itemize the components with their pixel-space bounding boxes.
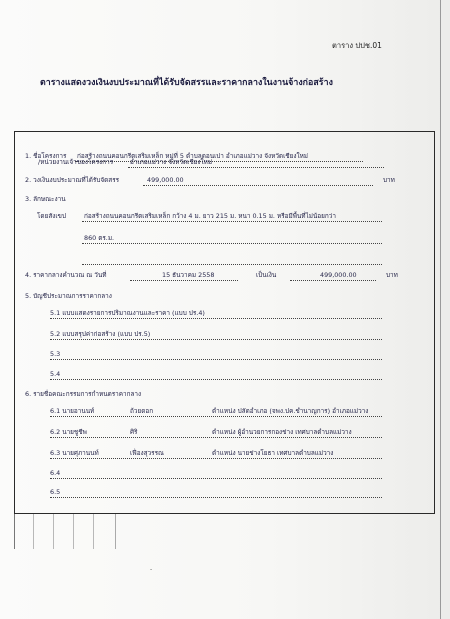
committee-5-line bbox=[50, 497, 382, 498]
item-3-dotline-3 bbox=[82, 264, 382, 265]
item-2-unit: บาท bbox=[383, 176, 395, 184]
committee-4-name: 6.4 bbox=[50, 469, 61, 477]
item-4-amount-line bbox=[290, 280, 376, 281]
committee-3-surname: เฟื่องสุวรรณ bbox=[130, 449, 164, 457]
item-5-4: 5.4 bbox=[50, 370, 61, 378]
committee-2-position: ตำแหน่ง ผู้อำนวยการกองช่าง เทศบาลตำบลแม่วาง bbox=[212, 428, 352, 436]
bleed-through-table bbox=[14, 514, 116, 549]
agency-label: /หน่วยงานเจ้าของโครงการ bbox=[38, 158, 114, 166]
item-3-label: 3. ลักษณะงาน bbox=[25, 195, 66, 203]
item-3-line-1: ก่อสร้างถนนคอนกรีตเสริมเหล็ก กว้าง 4 ม. ยาว 215 ม. หนา 0.15 ม. หรือมีพื้นที่ไม่น้อยกว่า bbox=[84, 212, 336, 220]
item-5-3-line bbox=[50, 359, 382, 360]
item-1-value: ก่อสร้างถนนคอนกรีตเสริมเหล็ก หมู่ที่ 5 ตำบลดอนเปา อำเภอแม่วาง จังหวัดเชียงใหม่ bbox=[77, 152, 308, 160]
item-4-amount: 499,000.00 bbox=[320, 271, 357, 279]
item-5-2-line bbox=[50, 339, 382, 340]
item-5-label: 5. บัญชีประมาณการราคากลาง bbox=[25, 292, 112, 300]
item-3-line-2: 860 ตร.ม. bbox=[84, 234, 115, 242]
agency-value: อำเภอแม่วาง จังหวัดเชียงใหม่ bbox=[130, 158, 213, 166]
item-3-dotline-1 bbox=[82, 221, 382, 222]
item-5-1-line bbox=[50, 318, 382, 319]
committee-5-name: 6.5 bbox=[50, 488, 61, 496]
committee-4-line bbox=[50, 478, 382, 479]
document-title: ตารางแสดงวงเงินงบประมาณที่ได้รับจัดสรรและราคากลางในงานจ้างก่อสร้าง bbox=[40, 78, 333, 88]
committee-1-name: 6.1 นายอานนท์ bbox=[50, 407, 95, 415]
item-4-amount-label: เป็นเงิน bbox=[256, 271, 277, 279]
item-5-1: 5.1 แบบแสดงรายการปริมาณงานและราคา (แบบ ปร.4) bbox=[50, 309, 205, 317]
committee-3-line bbox=[50, 458, 382, 459]
item-4-label: 4. ราคากลางคำนวณ ณ วันที่ bbox=[25, 271, 107, 279]
page-edge-line bbox=[440, 0, 441, 619]
committee-1-surname: ถ้วยดอก bbox=[130, 407, 154, 415]
form-code: ตาราง ปปช.01 bbox=[332, 41, 382, 50]
item-4-date-line bbox=[130, 280, 238, 281]
item-1-line bbox=[75, 161, 363, 162]
item-3-dotline-2 bbox=[82, 243, 382, 244]
committee-3-name: 6.3 นายศุภานนท์ bbox=[50, 449, 99, 457]
committee-2-line bbox=[50, 437, 382, 438]
item-4-date: 15 ธันวาคม 2558 bbox=[162, 271, 215, 279]
item-5-4-line bbox=[50, 379, 382, 380]
agency-line bbox=[128, 167, 384, 168]
committee-1-position: ตำแหน่ง ปลัดอำเภอ (จพง.ปค.ชำนาญการ) อำเภอแม่วาง bbox=[212, 407, 369, 415]
item-4-unit: บาท bbox=[386, 271, 398, 279]
committee-2-surname: ศิริ bbox=[130, 428, 138, 436]
committee-3-position: ตำแหน่ง นายช่างโยธา เทศบาลตำบลแม่วาง bbox=[212, 449, 334, 457]
item-2-label: 2. วงเงินงบประมาณที่ได้รับจัดสรร bbox=[25, 176, 120, 184]
committee-1-line bbox=[50, 416, 382, 417]
item-5-2: 5.2 แบบสรุปค่าก่อสร้าง (แบบ ปร.5) bbox=[50, 330, 151, 338]
item-2-value: 499,000.00 bbox=[147, 176, 184, 184]
item-1-label: 1. ชื่อโครงการ bbox=[25, 152, 67, 160]
item-6-label: 6. รายชื่อคณะกรรมการกำหนดราคากลาง bbox=[25, 390, 142, 398]
item-5-3: 5.3 bbox=[50, 350, 61, 358]
committee-2-name: 6.2 นายชูชีพ bbox=[50, 428, 87, 436]
item-2-line bbox=[143, 185, 373, 186]
item-3-sublabel: โดยสังเขป bbox=[37, 212, 66, 220]
page-mark: - bbox=[150, 566, 153, 573]
